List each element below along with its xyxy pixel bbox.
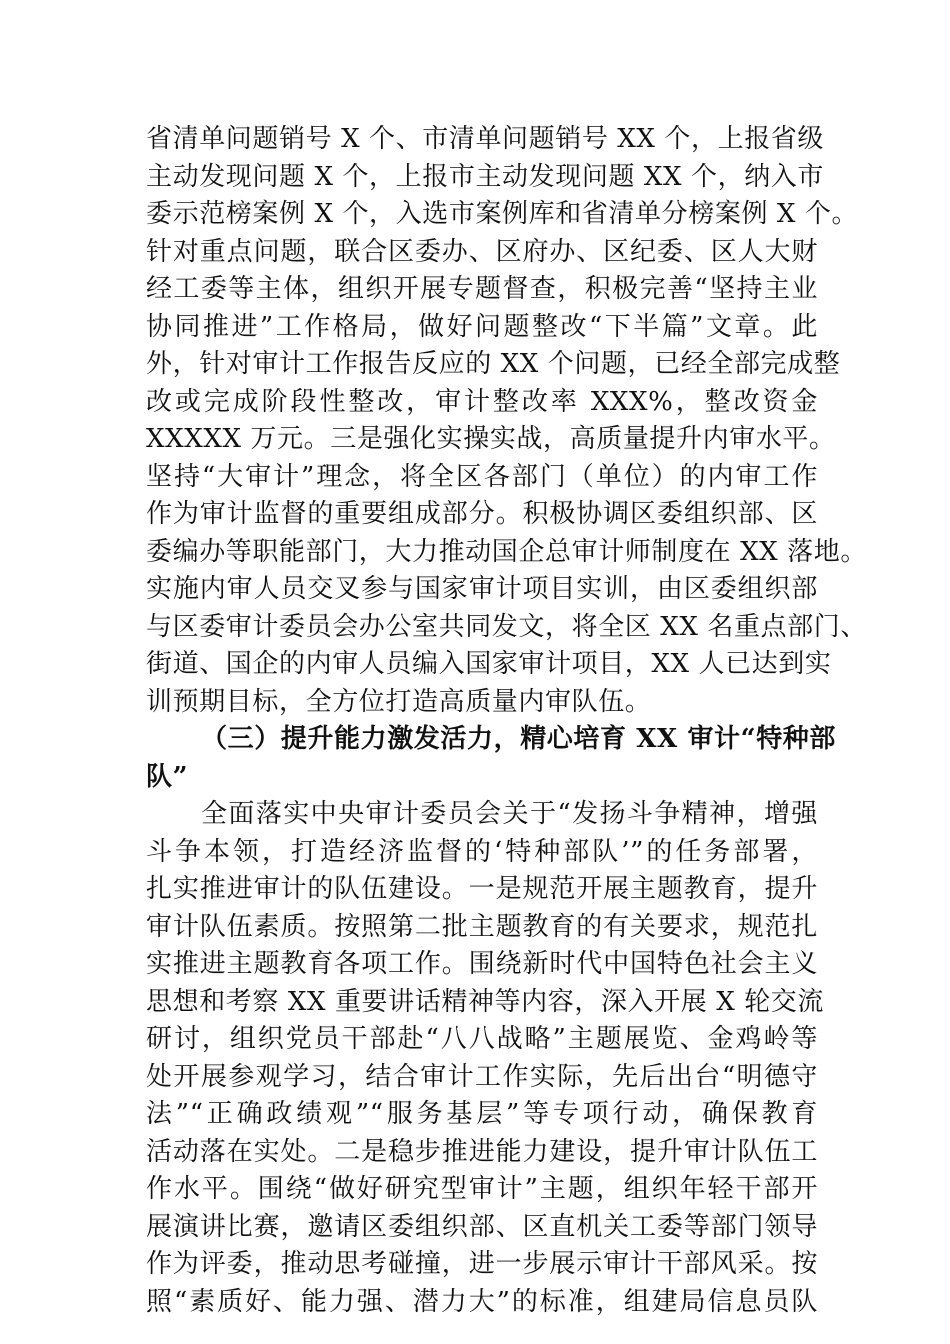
text-line-16: 训预期目标，全方位打造高质量内审队伍。 [146,686,652,717]
text-line-29: 作水平。围绕“做好研究型审计”主题，组织年轻干部开 [146,1174,818,1204]
text-line-27: 法”“正确政绩观”“服务基层”等专项行动，确保教育 [146,1099,818,1129]
text-line-24: 思想和考察 XX 重要讲话精神等内容，深入开展 X 轮交流 [146,986,824,1017]
text-line-2: 主动发现问题 X 个，上报市主动发现问题 XX 个，纳入市 [146,161,824,192]
text-line-9: XXXXX 万元。三是强化实操实战，高质量提升内审水平。 [146,424,836,454]
text-line-30: 展演讲比赛，邀请区委组织部、区直机关工委等部门领导 [146,1211,818,1242]
text-line-13: 实施内审人员交叉参与国家审计项目实训，由区委组织部 [146,574,818,604]
text-line-14: 与区委审计委员会办公室共同发文，将全区 XX 名重点部门、 [146,611,867,642]
text-line-1: 省清单问题销号 X 个、市清单问题销号 XX 个，上报省级 [146,124,824,154]
text-line-23: 实推进主题教育各项工作。围绕新时代中国特色社会主义 [146,949,818,979]
text-line-12: 委编办等职能部门，大力推动国企总审计师制度在 XX 落地。 [146,536,867,567]
text-line-3: 委示范榜案例 X 个，入选市案例库和省清单分榜案例 X 个。 [146,199,859,229]
text-line-28: 活动落在实处。二是稳步推进能力建设，提升审计队伍工 [146,1136,818,1167]
text-line-25: 研讨，组织党员干部赴“八八战略”主题展览、金鸡岭等 [146,1024,818,1054]
text-line-20: 斗争本领，打造经济监督的‘特种部队’”的任务部署， [146,836,818,867]
text-line-32: 照“素质好、能力强、潜力大”的标准，组建局信息员队 [146,1286,818,1317]
text-line-4: 针对重点问题，联合区委办、区府办、区纪委、区人大财 [146,236,818,267]
text-line-22: 审计队伍素质。按照第二批主题教育的有关要求，规范扎 [146,911,818,942]
text-line-31: 作为评委，推动思考碰撞，进一步展示审计干部风采。按 [146,1249,818,1279]
text-line-8: 改或完成阶段性整改，审计整改率 XXX%，整改资金 [146,386,818,417]
text-line-11: 作为审计监督的重要组成部分。积极协调区委组织部、区 [146,499,818,529]
body-text [146,121,867,1321]
text-line-6: 协同推进”工作格局，做好问题整改“下半篇”文章。此 [146,311,818,342]
text-line-26: 处开展参观学习，结合审计工作实际，先后出台“明德守 [146,1061,818,1092]
section-heading-continued: 队” [146,761,189,792]
text-line-5: 经工委等主体，组织开展专题督查，积极完善“坚持主业 [146,274,818,304]
section-heading: （三）提升能力激发活力，精心培育 XX 审计“特种部 [201,724,837,754]
text-line-21: 扎实推进审计的队伍建设。一是规范开展主题教育，提升 [146,874,818,904]
text-line-15: 街道、国企的内审人员编入国家审计项目，XX 人已达到实 [146,649,832,679]
text-line-7: 外，针对审计工作报告反应的 XX 个问题，已经全部完成整 [146,349,841,379]
text-line-10: 坚持“大审计”理念，将全区各部门（单位）的内审工作 [146,461,818,492]
text-line-19: 全面落实中央审计委员会关于“发扬斗争精神，增强 [201,799,818,829]
